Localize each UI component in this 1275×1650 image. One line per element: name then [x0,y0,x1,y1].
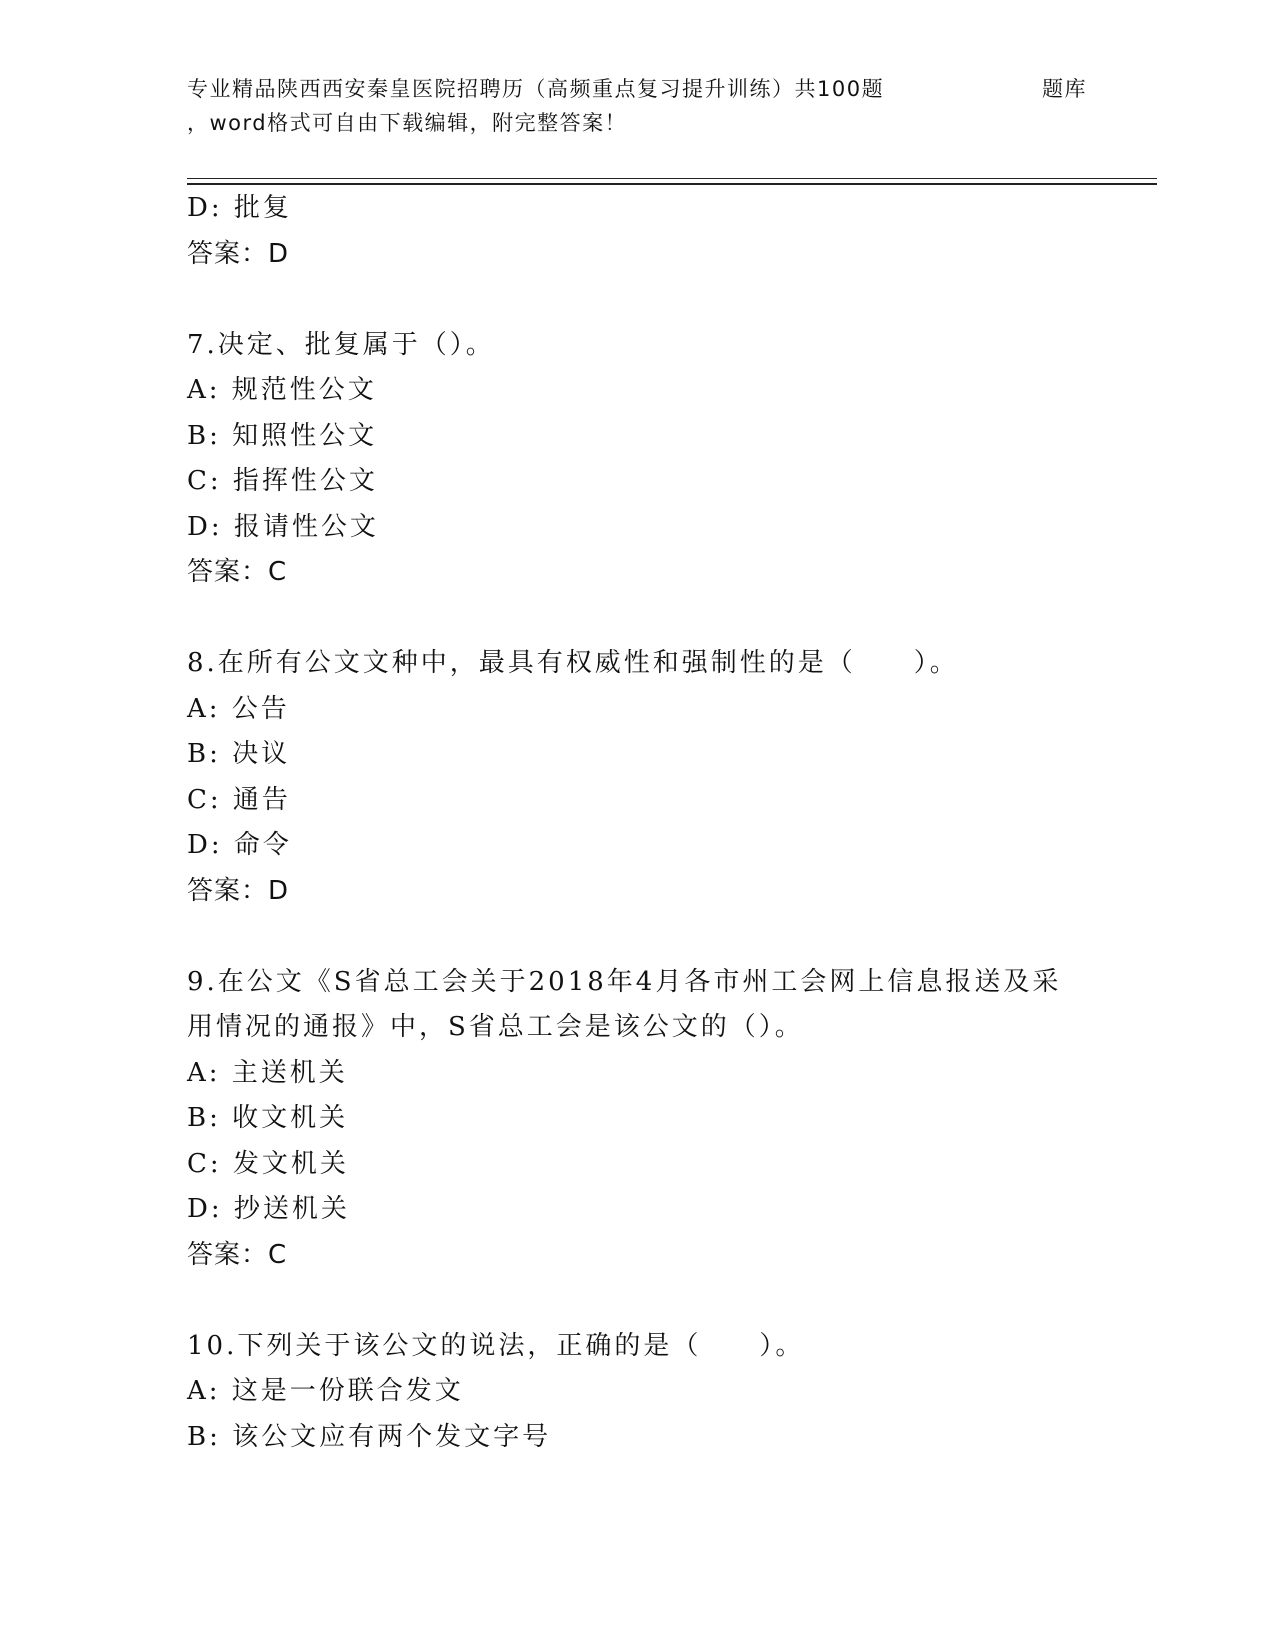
question-stem: 7.决定、批复属于（）。 [187,329,495,360]
question-stem-line-1: 9.在公文《S省总工会关于2018年4月各市州工会网上信息报送及采 [187,966,1062,997]
option-b: B: 收文机关 [187,1103,349,1133]
question-10 [187,1324,1107,1461]
question-stem: 8.在所有公文文种中，最具有权威性和强制性的是（ ）。 [187,648,959,678]
answer: 答案：C [187,1239,288,1270]
question-8 [187,641,1107,914]
spacer [187,914,1107,960]
header-subtitle: ，word格式可自由下载编辑，附完整答案！ [187,111,628,135]
option-b: B: 该公文应有两个发文字号 [187,1421,552,1452]
option-a: A: 公告 [187,693,290,724]
spacer [187,1278,1107,1324]
header-tag: 题库 [1042,77,1087,101]
answer: 答案：D [187,238,290,269]
option-a: A: 这是一份联合发文 [187,1376,464,1406]
option-d: D: 命令 [187,830,292,860]
option-b: B: 决议 [187,739,291,769]
question-9 [187,960,1107,1279]
spacer [187,596,1107,642]
question-stem: 10.下列关于该公文的说法，正确的是（ ）。 [187,1330,805,1361]
option-c: C: 发文机关 [187,1148,349,1179]
header-title: 专业精品陕西西安秦皇医院招聘历（高频重点复习提升训练）共100题 [187,77,885,101]
option-a: A: 主送机关 [187,1057,348,1088]
question-stem-line-2: 用情况的通报》中，S省总工会是该公文的（）。 [187,1012,804,1042]
question-7 [187,323,1107,596]
question-list [187,186,1107,1460]
option-d: D: 批复 [187,193,292,223]
option-c: C: 通告 [187,784,291,815]
answer: 答案：D [187,875,290,906]
header-divider [187,178,1157,185]
option-d: D: 抄送机关 [187,1194,350,1224]
option-c: C: 指挥性公文 [187,466,378,496]
option-d: D: 报请性公文 [187,511,379,542]
spacer [187,277,1107,323]
option-b: B: 知照性公文 [187,420,378,451]
lead-question-tail [187,186,1107,277]
option-a: A: 规范性公文 [187,375,377,405]
answer: 答案：C [187,557,288,587]
page-header [187,72,1157,140]
header-line-1 [187,72,1087,106]
